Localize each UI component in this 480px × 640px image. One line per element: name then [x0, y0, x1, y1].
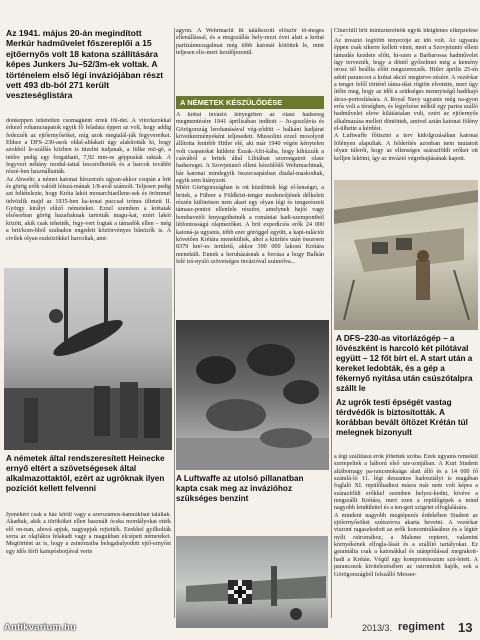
lead-paragraph: Az 1941. május 20-án megindított Merkúr hadművelet főszereplői a 15 ejtőernyős volt 18 katona szállítására képes Junkers Ju–52/3m-ek voltak. A történelem első légi inváziójában részt vett 493 db-ból 271 került veszteséglistára [6, 28, 164, 101]
watermark-text: Antikvarium.hu [4, 622, 76, 633]
issue-number: 2013/3. [362, 623, 393, 633]
photo-paratrooper-training [4, 268, 172, 450]
soldiers-illustration [176, 320, 329, 470]
column-divider [331, 28, 332, 618]
caption-photo-4: Az ugrók testi épségét vastag térdvédők is biztosították. A korábban bevált öltözet Krétán túl melegnek bizonyult [336, 398, 468, 437]
page-number: 13 [458, 620, 473, 635]
column-2-paragraph: A krétai invázió lényegében az olasz hadsereg megmentésére 1941 áprilisában indított – Ju-goszlávia és Görögország lerohanásával vég-ződött – balkáni hadjárat következményeként teljesedett. Mussolini ezzel mosolyott állította fentebb Hitler elé, aki már 1940 végén kénytelen volt csapatokat küldeni Észak-Afri-kába, hogy kihúzzák a csávából a britek által Líbiában szorongatott olasz hadsereget. A Szovjetunió elleni készülődő Wehrmachtnak, bár katonai mindegyik összecsapásban diadal-maskodtak, egyik sem hiányzott. [176, 112, 324, 185]
column-3-intro [334, 28, 478, 36]
column-3-paragraph: A mindent nagyobb megtépezés érdekében Student az ejtőernyősöket szétszórva akarta bevetni. A vezérkar viszont ragaszkodott az erők koncentrálásához és a légtér nyílt ostromához, a Maleme repteret, valamint környékének elfogla-lását és a szállító tartályokat. Ez garantálta csak a katonákkal és utánpótlással megrakott-hadi a Krétán. Végül egy kompromisszum szü-letett. A parancsnok kivitelezésében az ostromlott hajók, sok a Görögországból felszálló Messer- [334, 512, 478, 578]
photo-junkers-aircraft [176, 536, 328, 628]
photo-luftwaffe-soldiers [176, 320, 329, 470]
page-footer [360, 620, 478, 636]
column-1-paragraph: Íyenekért csak a ház körül vagy a szerszámos-kamrákban találtak. Akadtak, akik a törököket ellen használt ócska mordályokat ették elő on-nan, ahová apjuk, nagyapjuk rejtették. Ezekkel gyilkolták sorra az olajfákra felakadt vagy a magukban elcsípett németeket. Megtörtént az is, hogy a zsinórzatba belegabalyodott ejtő-ernyőst egy idős férfi kampósbotjával verte [6, 512, 171, 555]
column-2-paragraph: agyon. A Wehrmacht itt találkozott először tö-meges ellenállással, és a megszállás hely-rezzi évei alatt a krétai partizánmozgalmat még több katonát kötöttek le, mint teljesen elis-mert kezdőjezenül. [176, 28, 324, 57]
column-3-text [334, 38, 478, 178]
column-2-paragraph: Miért Görögországban is ott küzdöttek légi el-lenségei, a britek, a Führer a Földközi-tenger medencéjének délkeleti részén különösen nem akart egy olyan légi és tengerészeti támasz-pontot ellenfele részére, amelynek hajói vagy bombavetői fenyegethetnék a romániai hadi-szempontból létfontosságú olajmezőket. A brit expedíciós erők 24 000 katoná-ja ugyanis, több ezer göröggel együtt, a kapi-tulációt követően Krétára menekültek, ahol a kiürítés után összesen 8379 km²-es területű, akkor 390 000 lakosú Krétára menekült. Ennek a beruházásnak a forrása a hogy Balkán felé irá-nyuló szövetséges invázióval számolva... [176, 185, 324, 265]
column-3-paragraph: Az invázió legfőbb tényezője az idő volt. Az ugyanis éppen csak sikerre kellett vinni, mert a Szovjetunió elleni támadás kezdete előtt, hi-szen a Barbarossa hadművelet úgy tervezték, hogy a döntő győzelmet még a kemény orosz tél beállta előtt megszerezzék. Hitler április 25-én adott parancsot a krétai akció megterve-zésére. A vezérkar a tenger felől történő táma-dást rögtön elvetette, mert úgy ítélte meg, hogy az időt a szükséges mennyiségű hadihajó átcso-portosítására. A Royal Navy ugyanis még na-gyon erős volt a térségben, és legyőzése nélkül egy partra szálló hadművelet eleve kilátástalan volt, ezért az ejtőernyős alkalmazása mellett döntöttek, amivel aztán katonai fölény el-ülhette a kérdést. [334, 38, 478, 133]
aircraft-illustration [176, 536, 328, 628]
magazine-name: regiment [398, 621, 445, 633]
column-1-paragraph: donkeppen tehetetlen csomagként értek föl-det. A vitorlázókkal érkező rohamcsapatok egyik fő feladata éppen az volt, hogy addig fedezzék az ejtőernyősöket, míg azok megtalál-ják fegyvereiket. Ehhez a DFS–230-asok oldal-ablakait úgy alakították ki, hogy azokból le-szállás közben is tüzelni tudjanak, a fülke mö-gé, a tetőre pedig egy forgatható, 7,92 mm-es géppuskát raktak. A fegyvert néhány modul-tattal lescerelhették és a harcok további részé-ben használhatták. [6, 118, 171, 176]
column-divider [174, 28, 175, 618]
column-2-intro [176, 28, 324, 92]
column-1-text [6, 118, 171, 266]
column-2-text [176, 112, 324, 316]
column-3-paragraph: A Luftwaffe főtisztei a terv kidolgozásában katonai fölényen alapultak. A felderítés azonban nem mutatott olyan túlerőt, hogy az ellenséges szárazföldi erőket ott kelljen lekötni, így az invázió végrehajtásának kapott. [334, 133, 478, 162]
column-1-continued [6, 512, 171, 622]
section-heading: A NÉMETEK KÉSZÜLŐDÉSE [176, 96, 324, 109]
glider-illustration [334, 180, 478, 330]
caption-photo-3: A DFS–230-as vitorlázógép – a lövészként is harcoló két pilótával együtt – 12 főt bírt el. A start után a kereket ledobták, és a gép a fékernyő nyitása után csúszótalpra szállt le [336, 334, 473, 393]
paratrooper-illustration [4, 268, 172, 450]
column-1-paragraph: Az Abwehr, a német katonai hírszerzés ugyan-akkor csupán a brit és görög erők valódi létszá-mának 1/8-avál számolt. Teljesen pedig azt feltételezte, hogy Kréta lakói monarchiaellene-sek és örömmel üdvözlik majd az 1935-ben ka-tonai puccsal trónra ültetett II. György királyt elűző németeket. Ezzel szemben a krétaiak elsősorban görög hazafiaknak tartották magu-kat, ezért lakói között, akik csak tehették, fegy-vert fogtak a támadók ellen – még a brit/kom-bból szabadon engedett köztörvényes bűnözők is. A civilek olyan eszközökkel harcoltak, ami- [6, 176, 171, 242]
column-3-continued [334, 454, 478, 618]
photo-dfs-230-glider [334, 180, 478, 330]
column-3-paragraph: Churchill brit miniszterelnök egyik ideiglenes elképzelése [334, 28, 478, 34]
column-3-paragraph: a légi szállítású erők jöhettek szóba. Ezek ugyanis remekül szerepeltek a háború első sze-zonjában. A Kurt Student altábornagy pa-rancsnoksága alatt álló és a 14 000 fő számlá-ló 11. légi deszantos hadosztályt is magában foglaló XI. repülőhadtest másra már nem volt képes a szárazföldi erőkkel szemben helyez-kedni, kivéve a megszállt Krétára, mert ezen a repülőgépek a mind nagyobb lendülettel és a ten-geri szigetet elfoglalására. [334, 454, 478, 512]
caption-photo-1: A németek által rendszeresített Heinecke ernyő eltért a szövetségesek által alkalmazottaktól, ezért az ugróknak ilyen pozíciót kellett felvenni [6, 454, 165, 493]
caption-photo-2: A Luftwaffe az utolsó pillanatban kapta csak meg az invázióhoz szükséges benzint [176, 474, 304, 503]
